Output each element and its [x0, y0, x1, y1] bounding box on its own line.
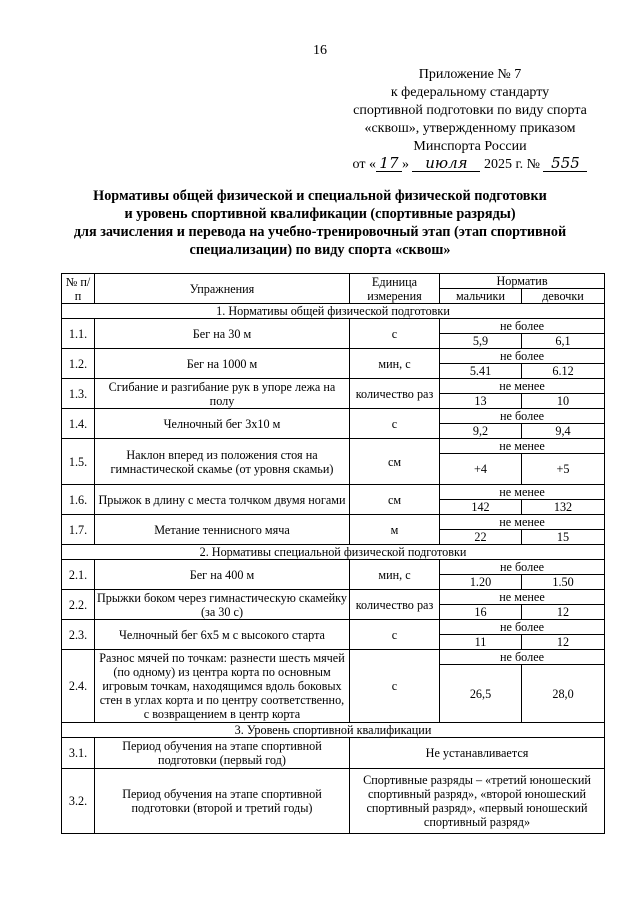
row-norm-type: не менее: [440, 439, 605, 454]
qualification-row: [62, 738, 605, 769]
row-exercise: Сгибание и разгибание рук в упоре лежа на полу: [95, 379, 350, 409]
document-title: [40, 187, 600, 259]
row-num: 3.1.: [62, 738, 95, 769]
table-row: [62, 319, 605, 334]
row-girls: +5: [522, 454, 605, 485]
table-row: [62, 620, 605, 635]
row-unit: см: [350, 485, 440, 515]
title-line: специализации) по виду спорта «сквош»: [189, 242, 451, 258]
row-unit: с: [350, 319, 440, 349]
handwritten-month: июля: [412, 156, 480, 172]
row-num: 1.1.: [62, 319, 95, 349]
row-girls: 1.50: [522, 575, 605, 590]
qualification-row: [62, 769, 605, 834]
row-girls: 132: [522, 500, 605, 515]
norms-table: [61, 273, 605, 834]
appendix-line: «сквош», утвержденному приказом: [364, 121, 576, 136]
header-row: [62, 274, 605, 289]
row-exercise: Период обучения на этапе спортивной подготовки (первый год): [95, 738, 350, 769]
row-num: 1.5.: [62, 439, 95, 485]
table-row: [62, 409, 605, 424]
row-norm-type: не более: [440, 349, 605, 364]
row-unit: количество раз: [350, 379, 440, 409]
table-row: [62, 439, 605, 454]
appendix-line: к федеральному стандарту: [390, 85, 550, 100]
row-exercise: Прыжки боком через гимнастическую скамейку (за 30 с): [95, 590, 350, 620]
row-unit: количество раз: [350, 590, 440, 620]
section-title: 2. Нормативы специальной физической подготовки: [62, 545, 605, 560]
date-mid: »: [401, 157, 409, 172]
section-title: 1. Нормативы общей физической подготовки: [62, 304, 605, 319]
section-row: [62, 545, 605, 560]
row-exercise: Бег на 400 м: [95, 560, 350, 590]
section-title: 3. Уровень спортивной квалификации: [62, 723, 605, 738]
row-boys: 1.20: [440, 575, 522, 590]
row-girls: 10: [522, 394, 605, 409]
table-row: [62, 379, 605, 394]
row-girls: 12: [522, 605, 605, 620]
table-row: [62, 650, 605, 665]
header-boys: мальчики: [440, 289, 522, 304]
row-num: 1.4.: [62, 409, 95, 439]
table-row: [62, 590, 605, 605]
header-girls: девочки: [522, 289, 605, 304]
row-qualification: Не устанавливается: [350, 738, 605, 769]
appendix-line: Минспорта России: [413, 139, 527, 154]
title-line: для зачисления и перевода на учебно-тренировочный этап (этап спортивной: [73, 224, 567, 240]
row-norm-type: не менее: [440, 379, 605, 394]
table-row: [62, 515, 605, 530]
section-row: [62, 723, 605, 738]
row-norm-type: не менее: [440, 485, 605, 500]
title-line: и уровень спортивной квалификации (спортивные разряды): [124, 206, 516, 222]
row-num: 2.1.: [62, 560, 95, 590]
row-boys: 142: [440, 500, 522, 515]
row-norm-type: не менее: [440, 515, 605, 530]
row-num: 2.4.: [62, 650, 95, 723]
row-unit: м: [350, 515, 440, 545]
table-row: [62, 560, 605, 575]
header-unit: Единица измерения: [350, 274, 440, 304]
row-unit: с: [350, 409, 440, 439]
row-norm-type: не более: [440, 409, 605, 424]
order-date-line: [340, 156, 600, 174]
row-boys: 16: [440, 605, 522, 620]
row-boys: 11: [440, 635, 522, 650]
year-text: 2025 г. №: [483, 157, 540, 172]
row-norm-type: не более: [440, 620, 605, 635]
header-exercise: Упражнения: [95, 274, 350, 304]
handwritten-day: 17: [376, 156, 402, 172]
appendix-line: Приложение № 7: [418, 67, 522, 82]
row-boys: 9,2: [440, 424, 522, 439]
row-unit: с: [350, 620, 440, 650]
row-girls: 9,4: [522, 424, 605, 439]
row-unit: мин, с: [350, 560, 440, 590]
row-num: 1.2.: [62, 349, 95, 379]
row-num: 1.7.: [62, 515, 95, 545]
row-exercise: Прыжок в длину с места толчком двумя ногами: [95, 485, 350, 515]
row-girls: 6.12: [522, 364, 605, 379]
date-prefix: от «: [352, 157, 376, 172]
row-girls: 6,1: [522, 334, 605, 349]
appendix-block: [340, 66, 600, 174]
row-num: 1.3.: [62, 379, 95, 409]
header-num: № п/п: [62, 274, 95, 304]
row-num: 3.2.: [62, 769, 95, 834]
row-exercise: Бег на 1000 м: [95, 349, 350, 379]
title-line: Нормативы общей физической и специальной физической подготовки: [93, 188, 547, 204]
row-unit: с: [350, 650, 440, 723]
row-boys: +4: [440, 454, 522, 485]
row-boys: 22: [440, 530, 522, 545]
row-exercise: Разнос мячей по точкам: разнести шесть мячей (по одному) из центра корта по основным игровым точкам, находящимся вдоль боковых стен в углах корта и по центру соответственно, с возвращением в центр корта: [95, 650, 350, 723]
row-unit: см: [350, 439, 440, 485]
row-exercise: Метание теннисного мяча: [95, 515, 350, 545]
section-row: [62, 304, 605, 319]
row-girls: 15: [522, 530, 605, 545]
row-num: 2.3.: [62, 620, 95, 650]
row-exercise: Период обучения на этапе спортивной подготовки (второй и третий годы): [95, 769, 350, 834]
row-num: 1.6.: [62, 485, 95, 515]
row-exercise: Наклон вперед из положения стоя на гимнастической скамье (от уровня скамьи): [95, 439, 350, 485]
row-norm-type: не более: [440, 650, 605, 665]
row-num: 2.2.: [62, 590, 95, 620]
row-exercise: Бег на 30 м: [95, 319, 350, 349]
row-boys: 13: [440, 394, 522, 409]
row-boys: 26,5: [440, 665, 522, 723]
handwritten-order-number: 555: [543, 156, 587, 172]
table-row: [62, 485, 605, 500]
page-number: 16: [313, 43, 327, 58]
row-exercise: Челночный бег 3х10 м: [95, 409, 350, 439]
appendix-line: спортивной подготовки по виду спорта: [353, 103, 587, 118]
row-exercise: Челночный бег 6х5 м с высокого старта: [95, 620, 350, 650]
row-norm-type: не более: [440, 319, 605, 334]
row-qualification: Спортивные разряды – «третий юношеский спортивный разряд», «второй юношеский спортивный разряд», «первый юношеский спортивный разряд»: [350, 769, 605, 834]
row-boys: 5.41: [440, 364, 522, 379]
row-norm-type: не более: [440, 560, 605, 575]
row-girls: 28,0: [522, 665, 605, 723]
row-girls: 12: [522, 635, 605, 650]
row-unit: мин, с: [350, 349, 440, 379]
row-boys: 5,9: [440, 334, 522, 349]
table-row: [62, 349, 605, 364]
row-norm-type: не менее: [440, 590, 605, 605]
header-norm: Норматив: [440, 274, 605, 289]
